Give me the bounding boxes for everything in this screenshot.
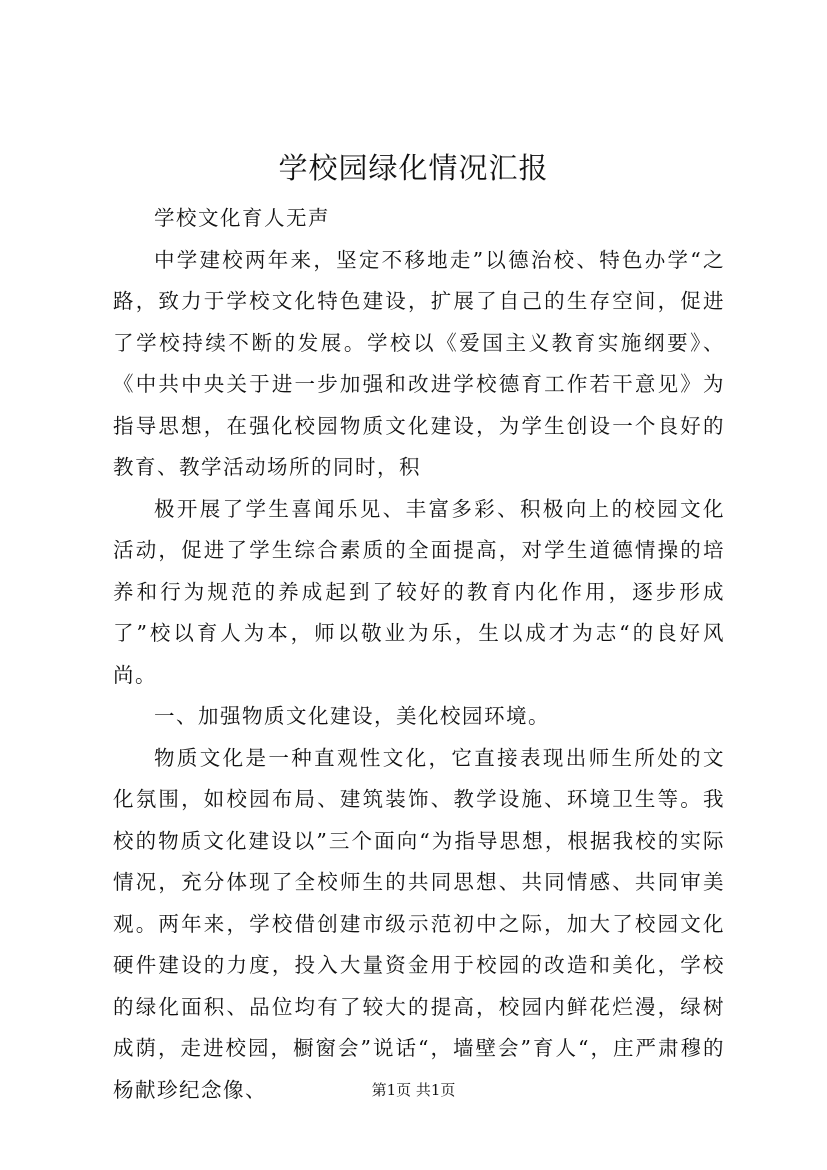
section-heading: 一、加强物质文化建设，美化校园环境。 (154, 704, 550, 728)
paragraph-subtitle: 学校文化育人无声 (154, 206, 330, 230)
paragraph: 极开展了学生喜闻乐见、丰富多彩、积极向上的校园文化活动，促进了学生综合素质的全面提高，对学生道德情操的培养和行为规范的养成起到了较好的教育内化作用，逐步形成了”校以育人为本，师以敬业为乐，生以成才为志“的良好风尚。 (113, 496, 725, 687)
document-title: 学校园绿化情况汇报 (278, 151, 549, 185)
paragraph: 中学建校两年来，坚定不移地走”以德治校、特色办学“之路，致力于学校文化特色建设，扩展了自己的生存空间，促进了学校持续不断的发展。学校以《爱国主义教育实施纲要》、《中共中央关于进一步加强和改进学校德育工作若干意见》为指导思想，在强化校园物质文化建设，为学生创设一个良好的教育、教学活动场所的同时，积 (113, 247, 725, 479)
page-number-footer: 第1页 共1页 (371, 1081, 456, 1099)
document-body (113, 198, 725, 1111)
paragraph: 物质文化是一种直观性文化，它直接表现出师生所处的文化氛围，如校园布局、建筑装饰、教学设施、环境卫生等。我校的物质文化建设以”三个面向“为指导思想，根据我校的实际情况，充分体现了全校师生的共同思想、共同情感、共同审美观。两年来，学校借创建市级示范初中之际，加大了校园文化硬件建设的力度，投入大量资金用于校园的改造和美化，学校的绿化面积、品位均有了较大的提高，校园内鲜花烂漫，绿树成荫，走进校园，橱窗会”说话“，墙壁会”育人“，庄严肃穆的杨献珍纪念像、 (113, 745, 725, 1102)
